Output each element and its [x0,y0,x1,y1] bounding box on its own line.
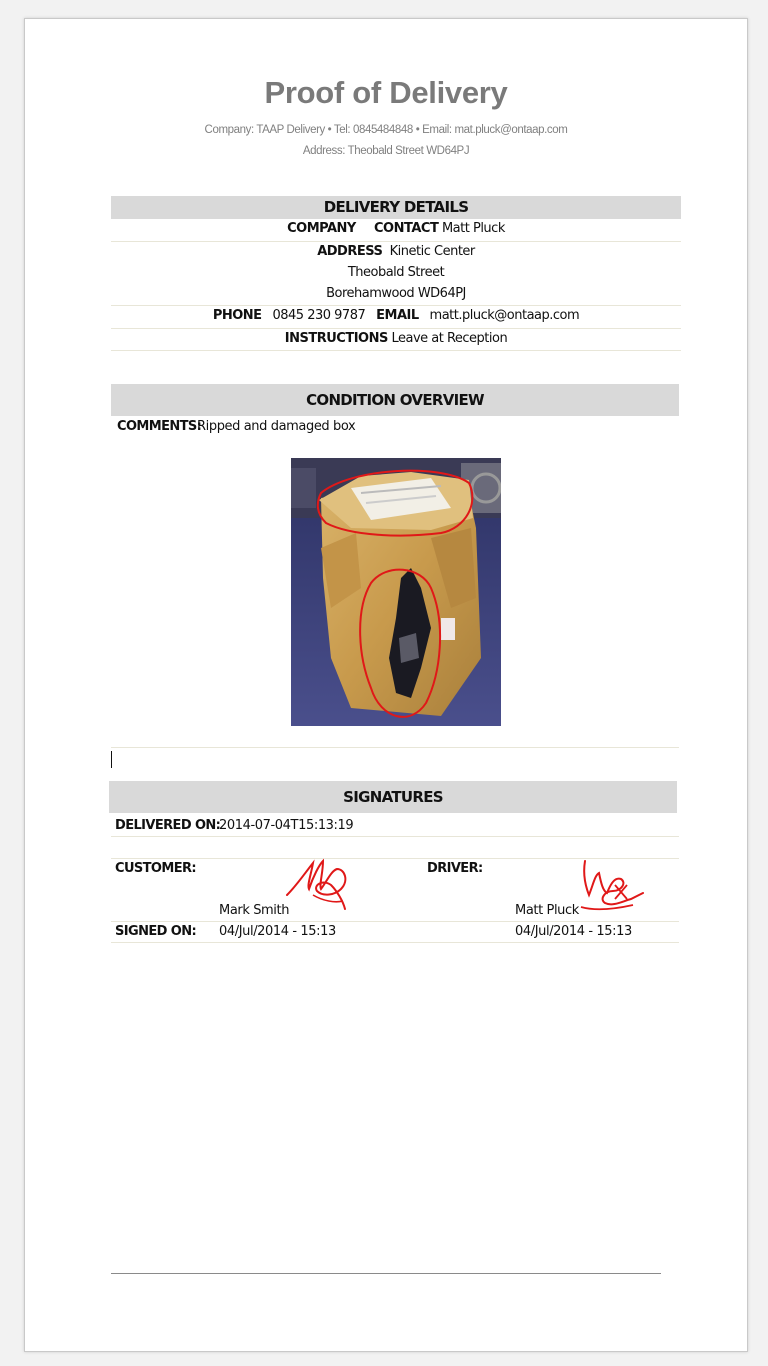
row-divider [111,328,681,329]
document-page [24,18,748,1352]
driver-label: DRIVER: [427,861,483,876]
customer-label: CUSTOMER: [115,861,197,876]
footer-rule [111,1273,661,1274]
phone-label: PHONE [212,308,262,323]
email-value[interactable]: matt.pluck@ontaap.com [429,308,580,323]
damage-photo-illustration [291,458,501,726]
email-label: EMAIL [376,308,419,323]
contact-value: Matt Pluck [441,221,505,236]
comments-label: COMMENTS: [117,419,202,434]
phone-value: 0845 230 9787 [272,308,366,323]
row-divider [111,350,681,351]
condition-overview-heading: CONDITION OVERVIEW [111,384,679,416]
row-divider [111,836,679,837]
damage-photo[interactable] [291,458,501,726]
delivered-on-value: 2014-07-04T15:13:19 [219,818,354,833]
phone-email-row [111,308,681,323]
address-row [111,244,681,259]
driver-name: Matt Pluck [515,903,579,918]
address-line-1: Kinetic Center [389,244,475,259]
customer-name: Mark Smith [219,903,290,918]
driver-signature [575,855,647,917]
section-divider [111,747,679,748]
page-title: Proof of Delivery [264,75,508,110]
address-line-3: Borehamwood WD64PJ [326,286,466,301]
delivery-details-heading: DELIVERY DETAILS [111,196,681,219]
instructions-value: Leave at Reception [391,331,508,346]
row-divider [111,942,679,943]
company-contact-row [111,221,681,236]
address-label: ADDRESS [317,244,383,259]
instructions-row [111,331,681,346]
text-cursor [111,751,112,768]
signed-on-label: SIGNED ON: [115,924,197,939]
customer-signature [283,855,353,917]
company-label: COMPANY [287,221,356,236]
row-divider [111,921,679,922]
address-line: Address: Theobald Street WD64PJ [302,145,470,157]
signatures-heading: SIGNATURES [109,781,677,813]
contact-label: CONTACT [374,221,439,236]
comments-value: Ripped and damaged box [197,419,356,434]
address-line-2: Theobald Street [347,265,445,280]
row-divider [111,305,681,306]
customer-signed-on: 04/Jul/2014 - 15:13 [219,924,336,939]
row-divider [111,241,681,242]
driver-signed-on: 04/Jul/2014 - 15:13 [515,924,632,939]
company-line: Company: TAAP Delivery • Tel: 0845484848 • Email: mat.pluck@ontaap.com [204,124,568,136]
delivered-on-label: DELIVERED ON: [115,818,221,833]
instructions-label: INSTRUCTIONS [284,331,388,346]
